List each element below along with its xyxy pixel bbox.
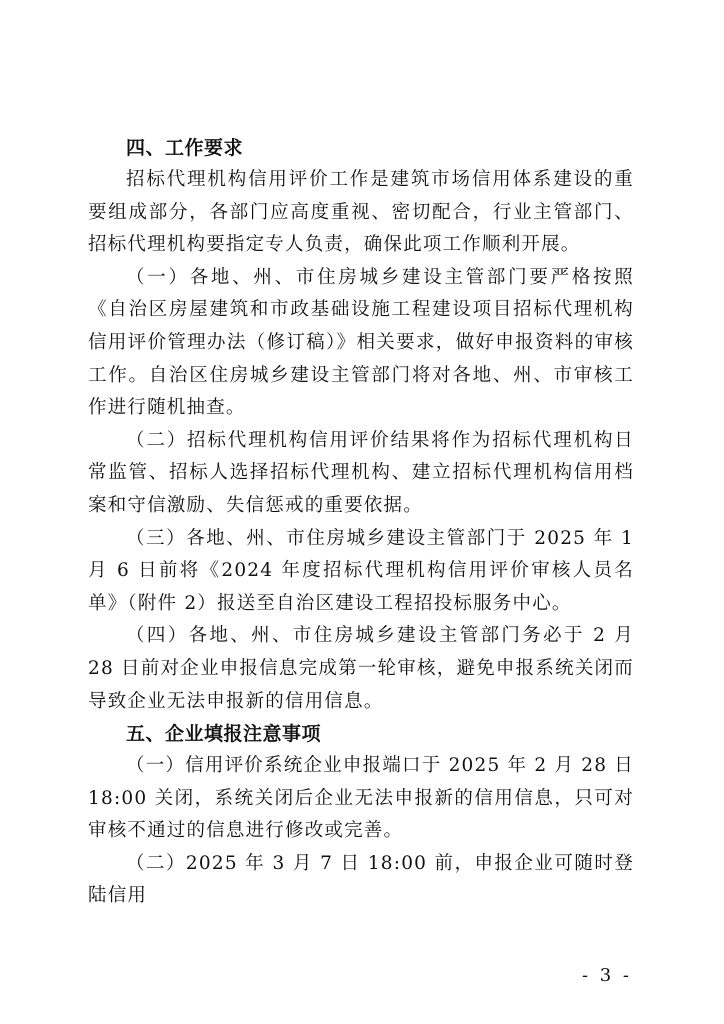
paragraph-item-2: （二）招标代理机构信用评价结果将作为招标代理机构日常监管、招标人选择招标代理机构、建立招标代理机构信用档案和守信激励、失信惩戒的重要依据。 [88, 429, 634, 516]
section-heading-filing-notes: 五、企业填报注意事项 [126, 723, 322, 746]
paragraph-intro: 招标代理机构信用评价工作是建筑市场信用体系建设的重要组成部分，各部门应高度重视、密切配合，行业主管部门、招标代理机构要指定专人负责，确保此项工作顺利开展。 [88, 169, 634, 256]
paragraph-item-4: （四）各地、州、市住房城乡建设主管部门务必于 2 月 28 日前对企业申报信息完成第一轮审核，避免申报系统关闭而导致企业无法申报新的信用信息。 [88, 625, 634, 712]
document-body [88, 132, 634, 913]
paragraph-item-1: （一）各地、州、市住房城乡建设主管部门要严格按照《自治区房屋建筑和市政基础设施工程建设项目招标代理机构信用评价管理办法（修订稿）》相关要求，做好申报资料的审核工作。自治区住房城乡建设主管部门将对各地、州、市审核工作进行随机抽查。 [88, 266, 634, 419]
page-number: - 3 - [581, 965, 632, 986]
paragraph-notes-2: （二）2025 年 3 月 7 日 18:00 前，申报企业可随时登陆信用 [88, 852, 634, 907]
paragraph-notes-1: （一）信用评价系统企业申报端口于 2025 年 2 月 28 日 18:00 关闭，系统关闭后企业无法申报新的信用信息，只可对审核不通过的信息进行修改或完善。 [88, 755, 634, 842]
section-heading-work-requirements: 四、工作要求 [126, 137, 244, 159]
paragraph-item-3: （三）各地、州、市住房城乡建设主管部门于 2025 年 1 月 6 日前将《2024 年度招标代理机构信用评价审核人员名单》（附件 2）报送至自治区建设工程招投标服务中心。 [88, 527, 634, 614]
